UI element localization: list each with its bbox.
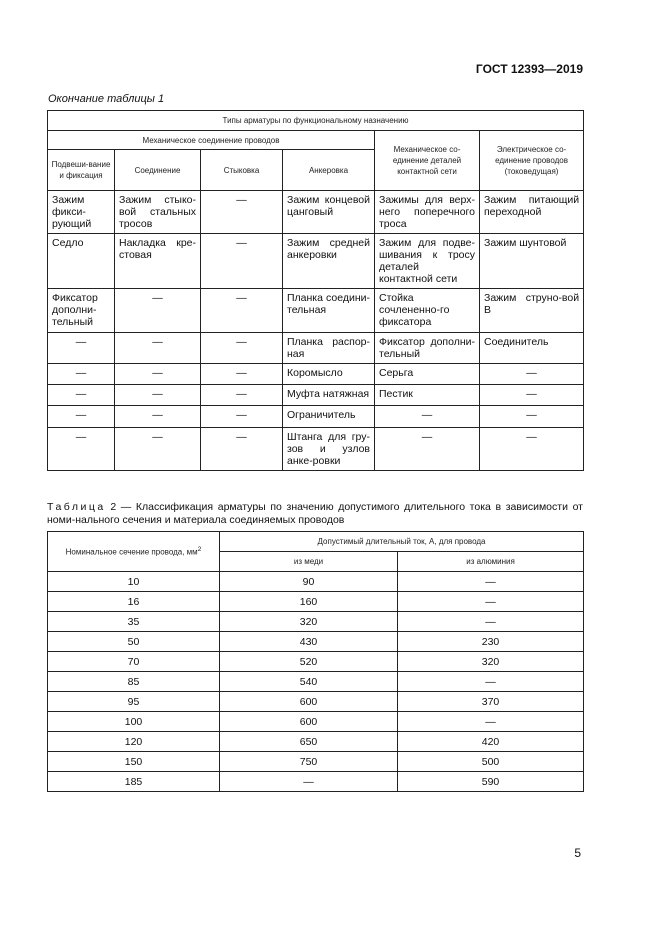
table-cell: Фиксатор дополни-тельный (48, 289, 115, 333)
table-cell: — (398, 672, 584, 692)
table-cell: 185 (48, 772, 220, 792)
table-cell: — (480, 428, 584, 471)
table-row (48, 772, 584, 792)
table-cell: — (48, 333, 115, 364)
table-cell: — (48, 428, 115, 471)
table-row (48, 289, 584, 333)
table-row (48, 191, 584, 234)
table-cell: 590 (398, 772, 584, 792)
table-row (48, 752, 584, 772)
table-cell: — (201, 289, 283, 333)
table-cell: Зажим фикси-рующий (48, 191, 115, 234)
table1-subheader: Подвеши-вание и фиксация (48, 150, 115, 191)
table-row (48, 364, 584, 385)
table-row (48, 592, 584, 612)
table-cell: Фиксатор дополни-тельный (375, 333, 480, 364)
table-cell: Ограничитель (283, 406, 375, 428)
table-cell: 230 (398, 632, 584, 652)
table-cell: — (115, 385, 201, 406)
table-cell: 70 (48, 652, 220, 672)
table1-header-mech: Механическое соединение проводов (48, 131, 375, 150)
table-cell: Муфта натяжная (283, 385, 375, 406)
table-cell: 150 (48, 752, 220, 772)
table-cell: 90 (220, 572, 398, 592)
table-cell: — (375, 428, 480, 471)
table-cell: — (48, 385, 115, 406)
table-cell: — (201, 364, 283, 385)
table2-caption-label: Таблица (47, 501, 106, 513)
table-cell: Накладка кре-стовая (115, 234, 201, 289)
table-cell: — (115, 364, 201, 385)
table-cell: Соединитель (480, 333, 584, 364)
table-row (48, 692, 584, 712)
table-cell: 50 (48, 632, 220, 652)
table-row (48, 572, 584, 592)
table-row (48, 406, 584, 428)
table-cell: 85 (48, 672, 220, 692)
table-cell: 370 (398, 692, 584, 712)
document-code: ГОСТ 12393—2019 (475, 62, 583, 76)
table-cell: — (201, 234, 283, 289)
table-cell: Штанга для гру-зов и узлов анке-ровки (283, 428, 375, 471)
table-cell: 540 (220, 672, 398, 692)
table-cell: — (201, 428, 283, 471)
table2 (47, 531, 584, 792)
table-cell: 420 (398, 732, 584, 752)
table-cell: — (398, 612, 584, 632)
table1-header-electric: Электрическое со-единение проводов (токоведущая) (480, 131, 584, 191)
table1-subheader: Анкеровка (283, 150, 375, 191)
table1 (47, 110, 584, 471)
table1-header-mech-contact: Механическое со-единение деталей контактной сети (375, 131, 480, 191)
table2-header-section-text: Номинальное сечение провода, мм (65, 547, 198, 557)
table-cell: — (115, 333, 201, 364)
table2-caption (47, 501, 583, 527)
table-cell: — (398, 572, 584, 592)
table-cell: Планка распор-ная (283, 333, 375, 364)
table-cell: 16 (48, 592, 220, 612)
table-row (48, 333, 584, 364)
table-cell: Коромысло (283, 364, 375, 385)
table-cell: Зажим концевой цанговый (283, 191, 375, 234)
table-cell: Седло (48, 234, 115, 289)
table2-header-section-sup: 2 (197, 546, 202, 554)
table-row (48, 385, 584, 406)
table-row (48, 672, 584, 692)
table-cell: Зажимы для верх-него поперечного троса (375, 191, 480, 234)
table2-header-aluminum: из алюминия (398, 552, 584, 572)
table-cell: 100 (48, 712, 220, 732)
table-cell: — (115, 428, 201, 471)
table-cell: Зажим стыко-вой стальных тросов (115, 191, 201, 234)
table-row (48, 632, 584, 652)
table-cell: Зажим для подве-шивания к тросу деталей контактной сети (375, 234, 480, 289)
table2-header-copper: из меди (220, 552, 398, 572)
table-cell: 160 (220, 592, 398, 612)
table-cell: — (398, 592, 584, 612)
table-cell: Зажим шунтовой (480, 234, 584, 289)
table-row (48, 732, 584, 752)
table-row (48, 428, 584, 471)
table-cell: — (480, 364, 584, 385)
table2-header-section (48, 532, 220, 572)
table-cell: — (48, 364, 115, 385)
table-cell: — (48, 406, 115, 428)
table-cell: Планка соедини-тельная (283, 289, 375, 333)
table-cell: — (480, 385, 584, 406)
table-cell: — (115, 406, 201, 428)
table-cell: 500 (398, 752, 584, 772)
table-cell: 600 (220, 712, 398, 732)
table-cell: 95 (48, 692, 220, 712)
table-cell: Зажим струно-вой В (480, 289, 584, 333)
table-cell: — (201, 191, 283, 234)
table-cell: — (201, 385, 283, 406)
page-number: 5 (574, 846, 581, 860)
table-cell: 650 (220, 732, 398, 752)
table2-caption-text: 2 — Классификация арматуры по значению допустимого длительного тока в зависимости от номи-нального сечения и материала соединяемых проводов (47, 501, 583, 526)
table-cell: 600 (220, 692, 398, 712)
table2-header-current: Допустимый длительный ток, А, для провода (220, 532, 584, 552)
table-cell: 750 (220, 752, 398, 772)
table-cell: — (115, 289, 201, 333)
table-row (48, 612, 584, 632)
table-cell: — (220, 772, 398, 792)
table-cell: 320 (220, 612, 398, 632)
table-row (48, 652, 584, 672)
table1-header-top: Типы арматуры по функциональному назначению (48, 111, 584, 131)
table-cell: — (375, 406, 480, 428)
table-cell: 35 (48, 612, 220, 632)
table-cell: — (201, 406, 283, 428)
table-cell: — (480, 406, 584, 428)
table-cell: Зажим питающий переходной (480, 191, 584, 234)
table-row (48, 712, 584, 732)
table1-subheader: Соединение (115, 150, 201, 191)
table-cell: Пестик (375, 385, 480, 406)
table-cell: 520 (220, 652, 398, 672)
table1-subheader: Стыковка (201, 150, 283, 191)
table-cell: 10 (48, 572, 220, 592)
table-cell: 320 (398, 652, 584, 672)
table1-caption: Окончание таблицы 1 (48, 93, 165, 105)
table-row (48, 234, 584, 289)
table-cell: — (398, 712, 584, 732)
table-cell: — (201, 333, 283, 364)
table-cell: 120 (48, 732, 220, 752)
table-cell: Стойка сочлененно-го фиксатора (375, 289, 480, 333)
table-cell: Зажим средней анкеровки (283, 234, 375, 289)
table-cell: Серьга (375, 364, 480, 385)
table-cell: 430 (220, 632, 398, 652)
